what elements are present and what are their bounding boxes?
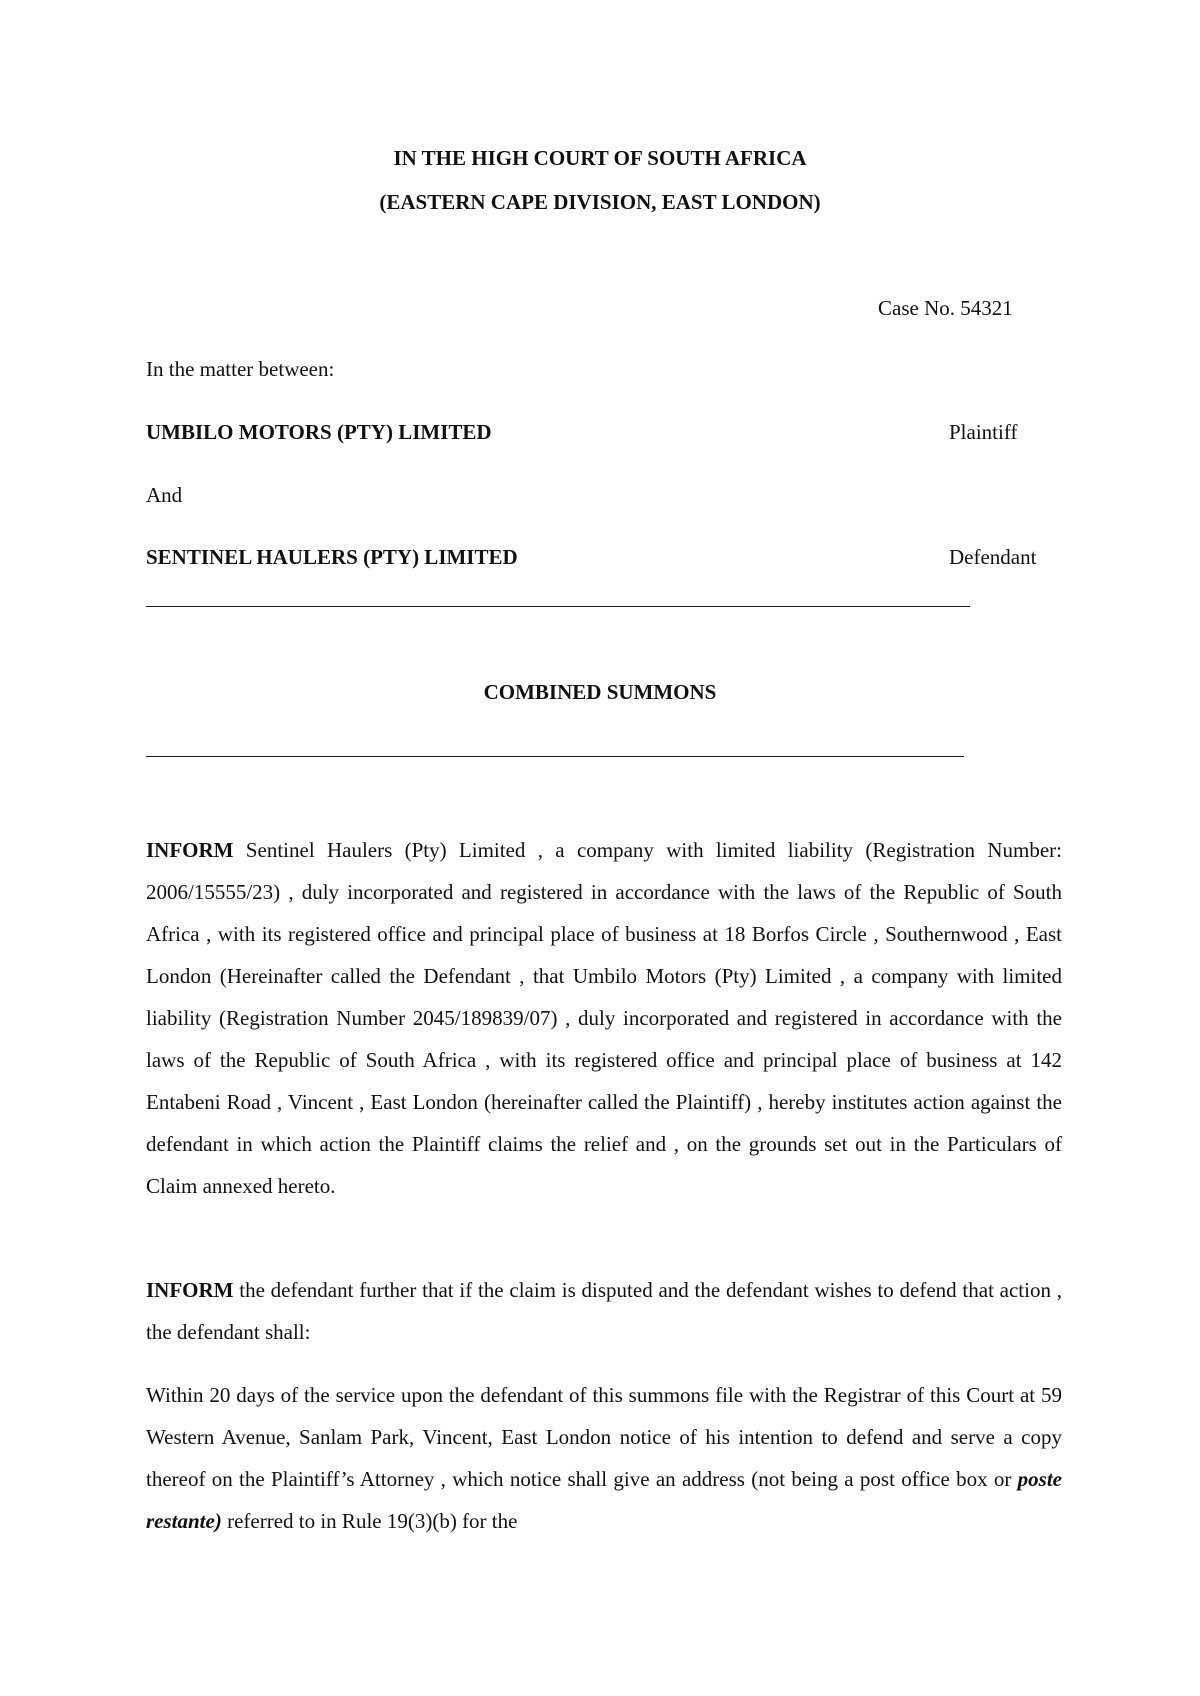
parties-intro: In the matter between:: [146, 357, 335, 381]
court-division: (EASTERN CAPE DIVISION, EAST LONDON): [379, 190, 821, 214]
paragraph-text: the defendant further that if the claim is disputed and the defendant wishes to defend that action , the defendant shall:: [146, 1278, 1062, 1344]
separator-line-bottom: [146, 756, 964, 757]
defendant-role: Defendant: [949, 545, 1037, 569]
court-name: IN THE HIGH COURT OF SOUTH AFRICA: [393, 146, 807, 170]
defendant-name: SENTINEL HAULERS (PTY) LIMITED: [146, 545, 518, 569]
separator-line-top: [146, 606, 970, 607]
case-number: Case No. 54321: [878, 296, 1013, 320]
emphasis-text: poste restante): [146, 1467, 1062, 1533]
paragraph-text: referred to in Rule 19(3)(b) for the: [221, 1509, 518, 1533]
inform-lead: INFORM: [146, 1278, 234, 1302]
paragraph-inform-defence: [146, 1269, 1062, 1353]
paragraph-inform-parties: [146, 829, 1062, 1207]
paragraph-text: Within 20 days of the service upon the defendant of this summons file with the Registrar of this Court at 59 Western Avenue, Sanlam Park, Vincent, East London notice of his intention to defend and serve a copy thereof on the Plaintiff’s Attorney , which notice shall give an address (not being a post office box or: [146, 1383, 1062, 1491]
document-title: COMBINED SUMMONS: [483, 680, 717, 704]
paragraph-notice-instructions: [146, 1374, 1062, 1542]
inform-lead: INFORM: [146, 838, 234, 862]
plaintiff-name: UMBILO MOTORS (PTY) LIMITED: [146, 420, 492, 444]
paragraph-text: Sentinel Haulers (Pty) Limited , a company with limited liability (Registration Number: 2006/15555/23) , duly incorporated and registered in accordance with the laws of the Republic of South Africa , with its registered office and principal place of business at 18 Borfos Circle , Southernwood , East London (Hereinafter called the Defendant , that Umbilo Motors (Pty) Limited , a company with limited liability (Registration Number 2045/189839/07) , duly incorporated and registered in accordance with the laws of the Republic of South Africa , with its registered office and principal place of business at 142 Entabeni Road , Vincent , East London (hereinafter called the Plaintiff) , hereby institutes action against the defendant in which action the Plaintiff claims the relief and , on the grounds set out in the Particulars of Claim annexed hereto.: [146, 838, 1062, 1198]
parties-conjunction: And: [146, 483, 183, 507]
plaintiff-role: Plaintiff: [949, 420, 1018, 444]
